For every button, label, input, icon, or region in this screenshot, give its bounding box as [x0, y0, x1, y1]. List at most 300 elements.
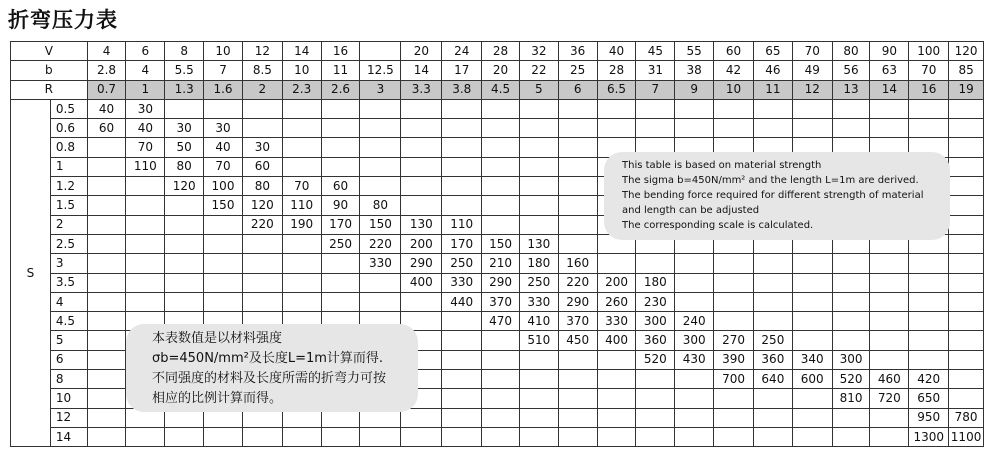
v-header-cell: 14	[282, 42, 321, 61]
force-cell: 50	[165, 138, 204, 157]
force-cell	[832, 119, 870, 138]
force-cell	[87, 292, 126, 311]
force-cell: 90	[321, 196, 360, 215]
force-cell	[87, 427, 126, 446]
force-cell	[360, 157, 401, 176]
b-header-cell: 14	[401, 61, 442, 80]
force-cell	[482, 177, 520, 196]
force-cell: 60	[321, 177, 360, 196]
force-cell: 110	[282, 196, 321, 215]
force-cell	[558, 215, 597, 234]
force-cell: 520	[636, 350, 675, 369]
b-header-cell: 8.5	[242, 61, 282, 80]
force-cell: 390	[714, 350, 754, 369]
force-cell	[282, 273, 321, 292]
force-cell: 450	[558, 331, 597, 350]
force-cell	[401, 196, 442, 215]
force-cell	[832, 427, 870, 446]
force-cell: 110	[442, 215, 482, 234]
b-header-cell: 63	[870, 61, 909, 80]
r-header-cell: 0.7	[87, 80, 126, 99]
force-cell	[792, 119, 832, 138]
force-cell: 780	[949, 408, 984, 427]
force-cell: 230	[636, 292, 675, 311]
force-cell	[597, 389, 636, 408]
force-cell	[714, 312, 754, 331]
v-header-cell: 90	[870, 42, 909, 61]
force-cell	[242, 427, 282, 446]
force-cell: 70	[204, 157, 243, 176]
force-cell	[242, 234, 282, 253]
force-cell	[753, 408, 792, 427]
r-header-row	[11, 80, 984, 99]
v-header-cell: 4	[87, 42, 126, 61]
v-header-cell: 70	[792, 42, 832, 61]
force-cell	[204, 99, 243, 118]
thickness-cell: 3.5	[50, 273, 87, 292]
force-cell: 330	[597, 312, 636, 331]
force-cell	[442, 138, 482, 157]
b-header-row	[11, 61, 984, 80]
v-header-cell: 8	[165, 42, 204, 61]
force-cell	[870, 254, 909, 273]
force-cell: 330	[360, 254, 401, 273]
force-cell	[870, 312, 909, 331]
force-cell	[442, 99, 482, 118]
force-cell	[482, 408, 520, 427]
force-cell	[204, 292, 243, 311]
force-cell	[636, 254, 675, 273]
r-header-cell: 4.5	[482, 80, 520, 99]
force-cell	[636, 99, 675, 118]
force-cell	[558, 196, 597, 215]
thickness-cell: 14	[50, 427, 87, 446]
force-cell: 130	[519, 234, 558, 253]
force-cell	[482, 138, 520, 157]
note-en-line: The bending force required for different strength of material and length can be adjusted	[622, 190, 924, 216]
b-header-cell: 10	[282, 61, 321, 80]
force-cell	[714, 389, 754, 408]
force-cell	[126, 273, 165, 292]
force-cell	[792, 331, 832, 350]
note-cn-line: 本表数值是以材料强度	[152, 331, 283, 346]
force-cell	[519, 177, 558, 196]
force-cell	[204, 254, 243, 273]
force-cell	[204, 273, 243, 292]
force-cell	[792, 408, 832, 427]
english-note	[604, 152, 950, 240]
force-cell	[597, 370, 636, 389]
force-cell: 180	[519, 254, 558, 273]
force-cell	[753, 292, 792, 311]
force-cell	[482, 427, 520, 446]
force-cell	[519, 138, 558, 157]
force-cell	[401, 99, 442, 118]
force-cell	[360, 427, 401, 446]
force-cell: 250	[753, 331, 792, 350]
force-cell	[360, 292, 401, 311]
force-cell: 200	[597, 273, 636, 292]
force-cell: 30	[242, 138, 282, 157]
force-cell	[482, 196, 520, 215]
force-cell	[282, 157, 321, 176]
force-cell: 70	[282, 177, 321, 196]
v-header-cell: 80	[832, 42, 870, 61]
force-cell	[753, 312, 792, 331]
force-cell	[909, 254, 949, 273]
force-cell	[870, 292, 909, 311]
force-cell	[204, 234, 243, 253]
force-cell: 520	[832, 370, 870, 389]
force-cell: 300	[832, 350, 870, 369]
row-label: V	[11, 42, 88, 61]
force-cell: 80	[165, 157, 204, 176]
force-cell: 250	[442, 254, 482, 273]
force-cell	[714, 292, 754, 311]
force-cell: 130	[401, 215, 442, 234]
force-cell: 290	[482, 273, 520, 292]
force-cell	[242, 273, 282, 292]
force-cell	[949, 312, 984, 331]
force-cell	[558, 389, 597, 408]
force-cell	[482, 389, 520, 408]
force-cell	[753, 99, 792, 118]
force-cell	[321, 273, 360, 292]
force-cell	[442, 196, 482, 215]
v-header-cell: 60	[714, 42, 754, 61]
thickness-cell: 0.6	[50, 119, 87, 138]
force-cell	[675, 119, 714, 138]
r-header-cell: 2.3	[282, 80, 321, 99]
v-header-cell: 45	[636, 42, 675, 61]
force-cell	[949, 292, 984, 311]
force-cell	[242, 254, 282, 273]
force-cell	[519, 196, 558, 215]
force-cell	[675, 427, 714, 446]
force-cell	[360, 119, 401, 138]
force-cell: 270	[714, 331, 754, 350]
force-cell	[87, 177, 126, 196]
force-cell	[482, 157, 520, 176]
force-cell	[126, 427, 165, 446]
force-cell: 150	[482, 234, 520, 253]
table-row	[11, 427, 984, 446]
force-cell	[482, 350, 520, 369]
force-cell	[442, 350, 482, 369]
force-cell	[832, 254, 870, 273]
note-en-line: The corresponding scale is calculated.	[622, 220, 814, 231]
force-cell	[558, 99, 597, 118]
force-cell: 220	[360, 234, 401, 253]
r-header-cell: 13	[832, 80, 870, 99]
force-cell	[482, 119, 520, 138]
force-cell	[636, 408, 675, 427]
force-cell: 330	[442, 273, 482, 292]
force-cell: 720	[870, 389, 909, 408]
force-cell	[870, 99, 909, 118]
force-cell	[126, 292, 165, 311]
force-cell	[165, 196, 204, 215]
force-cell	[949, 157, 984, 176]
force-cell	[597, 99, 636, 118]
thickness-cell: 1	[50, 157, 87, 176]
force-cell	[282, 99, 321, 118]
force-cell	[87, 254, 126, 273]
b-header-cell: 25	[558, 61, 597, 80]
force-cell	[909, 99, 949, 118]
force-cell	[675, 389, 714, 408]
force-cell: 70	[126, 138, 165, 157]
force-cell: 160	[558, 254, 597, 273]
r-header-cell: 10	[714, 80, 754, 99]
force-cell	[714, 119, 754, 138]
table-row	[11, 99, 984, 118]
force-cell	[442, 331, 482, 350]
b-header-cell: 7	[204, 61, 243, 80]
force-cell: 40	[126, 119, 165, 138]
force-cell	[714, 99, 754, 118]
force-cell	[792, 99, 832, 118]
force-cell	[909, 273, 949, 292]
force-cell	[165, 273, 204, 292]
force-cell	[832, 292, 870, 311]
force-cell	[282, 119, 321, 138]
force-cell	[482, 370, 520, 389]
force-cell	[519, 427, 558, 446]
thickness-cell: 4.5	[50, 312, 87, 331]
force-cell	[87, 331, 126, 350]
force-cell	[87, 138, 126, 157]
force-cell	[442, 312, 482, 331]
force-cell	[597, 408, 636, 427]
force-cell	[519, 389, 558, 408]
r-header-cell: 12	[792, 80, 832, 99]
r-header-cell: 2	[242, 80, 282, 99]
force-cell	[558, 408, 597, 427]
force-cell	[949, 389, 984, 408]
force-cell	[558, 138, 597, 157]
force-cell: 150	[360, 215, 401, 234]
r-header-cell: 9	[675, 80, 714, 99]
force-cell	[558, 157, 597, 176]
b-header-cell: 31	[636, 61, 675, 80]
force-cell: 40	[87, 99, 126, 118]
force-cell	[442, 157, 482, 176]
v-header-cell: 120	[949, 42, 984, 61]
v-header-row	[11, 42, 984, 61]
force-cell	[482, 215, 520, 234]
force-cell	[204, 215, 243, 234]
force-cell: 410	[519, 312, 558, 331]
force-cell	[87, 196, 126, 215]
force-cell	[165, 99, 204, 118]
b-header-cell: 42	[714, 61, 754, 80]
force-cell: 180	[636, 273, 675, 292]
table-row	[11, 254, 984, 273]
v-header-cell: 100	[909, 42, 949, 61]
force-cell	[753, 389, 792, 408]
force-cell: 40	[204, 138, 243, 157]
force-cell: 240	[675, 312, 714, 331]
row-label: b	[11, 61, 88, 80]
thickness-cell: 12	[50, 408, 87, 427]
r-header-cell: 16	[909, 80, 949, 99]
thickness-cell: 6	[50, 350, 87, 369]
v-header-cell: 10	[204, 42, 243, 61]
force-cell	[949, 350, 984, 369]
force-cell: 360	[753, 350, 792, 369]
force-cell	[519, 157, 558, 176]
r-header-cell: 2.6	[321, 80, 360, 99]
force-cell: 170	[321, 215, 360, 234]
force-cell	[321, 254, 360, 273]
force-cell	[242, 119, 282, 138]
force-cell	[360, 138, 401, 157]
force-cell	[832, 408, 870, 427]
force-cell: 470	[482, 312, 520, 331]
b-header-cell: 28	[597, 61, 636, 80]
thickness-cell: 5	[50, 331, 87, 350]
force-cell	[401, 408, 442, 427]
s-axis-label: S	[11, 99, 51, 446]
r-header-cell: 6.5	[597, 80, 636, 99]
force-cell: 60	[87, 119, 126, 138]
v-header-cell: 36	[558, 42, 597, 61]
force-cell	[482, 99, 520, 118]
v-header-cell: 32	[519, 42, 558, 61]
force-cell	[949, 215, 984, 234]
force-cell: 640	[753, 370, 792, 389]
b-header-cell: 12.5	[360, 61, 401, 80]
force-cell	[792, 427, 832, 446]
force-cell: 110	[126, 157, 165, 176]
v-header-cell	[360, 42, 401, 61]
force-cell	[949, 370, 984, 389]
force-cell: 370	[482, 292, 520, 311]
force-cell	[87, 408, 126, 427]
b-header-cell: 17	[442, 61, 482, 80]
force-cell	[832, 331, 870, 350]
force-cell	[165, 427, 204, 446]
force-cell	[949, 99, 984, 118]
thickness-cell: 1.5	[50, 196, 87, 215]
force-cell	[126, 234, 165, 253]
force-cell: 120	[165, 177, 204, 196]
force-cell	[321, 138, 360, 157]
force-cell	[519, 370, 558, 389]
force-cell	[321, 292, 360, 311]
force-cell	[165, 292, 204, 311]
force-cell: 30	[165, 119, 204, 138]
force-cell: 950	[909, 408, 949, 427]
force-cell	[870, 331, 909, 350]
force-cell	[753, 119, 792, 138]
force-cell	[442, 119, 482, 138]
force-cell: 810	[832, 389, 870, 408]
force-cell	[949, 331, 984, 350]
r-header-cell: 1	[126, 80, 165, 99]
force-cell	[558, 350, 597, 369]
force-cell: 100	[204, 177, 243, 196]
v-header-cell: 12	[242, 42, 282, 61]
r-header-cell: 1.6	[204, 80, 243, 99]
force-cell	[792, 312, 832, 331]
force-cell: 260	[597, 292, 636, 311]
force-cell: 300	[675, 331, 714, 350]
force-cell	[87, 370, 126, 389]
v-header-cell: 16	[321, 42, 360, 61]
v-header-cell: 28	[482, 42, 520, 61]
force-cell	[949, 119, 984, 138]
note-cn-line: σb=450N/mm²及长度L=1m计算而得.	[152, 351, 384, 366]
force-cell: 120	[242, 196, 282, 215]
force-cell	[832, 99, 870, 118]
force-cell: 190	[282, 215, 321, 234]
b-header-cell: 46	[753, 61, 792, 80]
force-cell	[360, 177, 401, 196]
force-cell	[909, 292, 949, 311]
force-cell: 440	[442, 292, 482, 311]
force-cell	[87, 273, 126, 292]
force-cell	[636, 370, 675, 389]
force-cell	[558, 234, 597, 253]
force-cell: 220	[558, 273, 597, 292]
force-cell: 290	[401, 254, 442, 273]
b-header-cell: 4	[126, 61, 165, 80]
r-header-cell: 7	[636, 80, 675, 99]
b-header-cell: 2.8	[87, 61, 126, 80]
force-cell	[321, 427, 360, 446]
force-cell	[870, 350, 909, 369]
force-cell	[909, 350, 949, 369]
force-cell	[321, 119, 360, 138]
force-cell: 340	[792, 350, 832, 369]
force-cell: 1100	[949, 427, 984, 446]
force-cell: 30	[204, 119, 243, 138]
force-cell	[753, 254, 792, 273]
r-header-cell: 3.8	[442, 80, 482, 99]
force-cell	[909, 119, 949, 138]
b-header-cell: 20	[482, 61, 520, 80]
v-header-cell: 55	[675, 42, 714, 61]
force-cell	[675, 292, 714, 311]
force-cell	[282, 138, 321, 157]
force-cell: 330	[519, 292, 558, 311]
force-cell	[401, 119, 442, 138]
force-cell	[792, 254, 832, 273]
page-title: 折弯压力表	[8, 8, 118, 32]
b-header-cell: 38	[675, 61, 714, 80]
force-cell	[636, 119, 675, 138]
force-cell	[909, 331, 949, 350]
force-cell	[126, 196, 165, 215]
v-header-cell: 65	[753, 42, 792, 61]
force-cell	[949, 138, 984, 157]
row-label: R	[11, 80, 88, 99]
force-cell	[360, 99, 401, 118]
force-cell	[442, 408, 482, 427]
force-cell	[675, 408, 714, 427]
force-cell	[165, 234, 204, 253]
force-cell	[870, 427, 909, 446]
v-header-cell: 6	[126, 42, 165, 61]
v-header-cell: 20	[401, 42, 442, 61]
force-cell	[870, 273, 909, 292]
thickness-cell: 2.5	[50, 234, 87, 253]
force-cell	[401, 177, 442, 196]
force-cell	[675, 254, 714, 273]
force-cell	[714, 273, 754, 292]
